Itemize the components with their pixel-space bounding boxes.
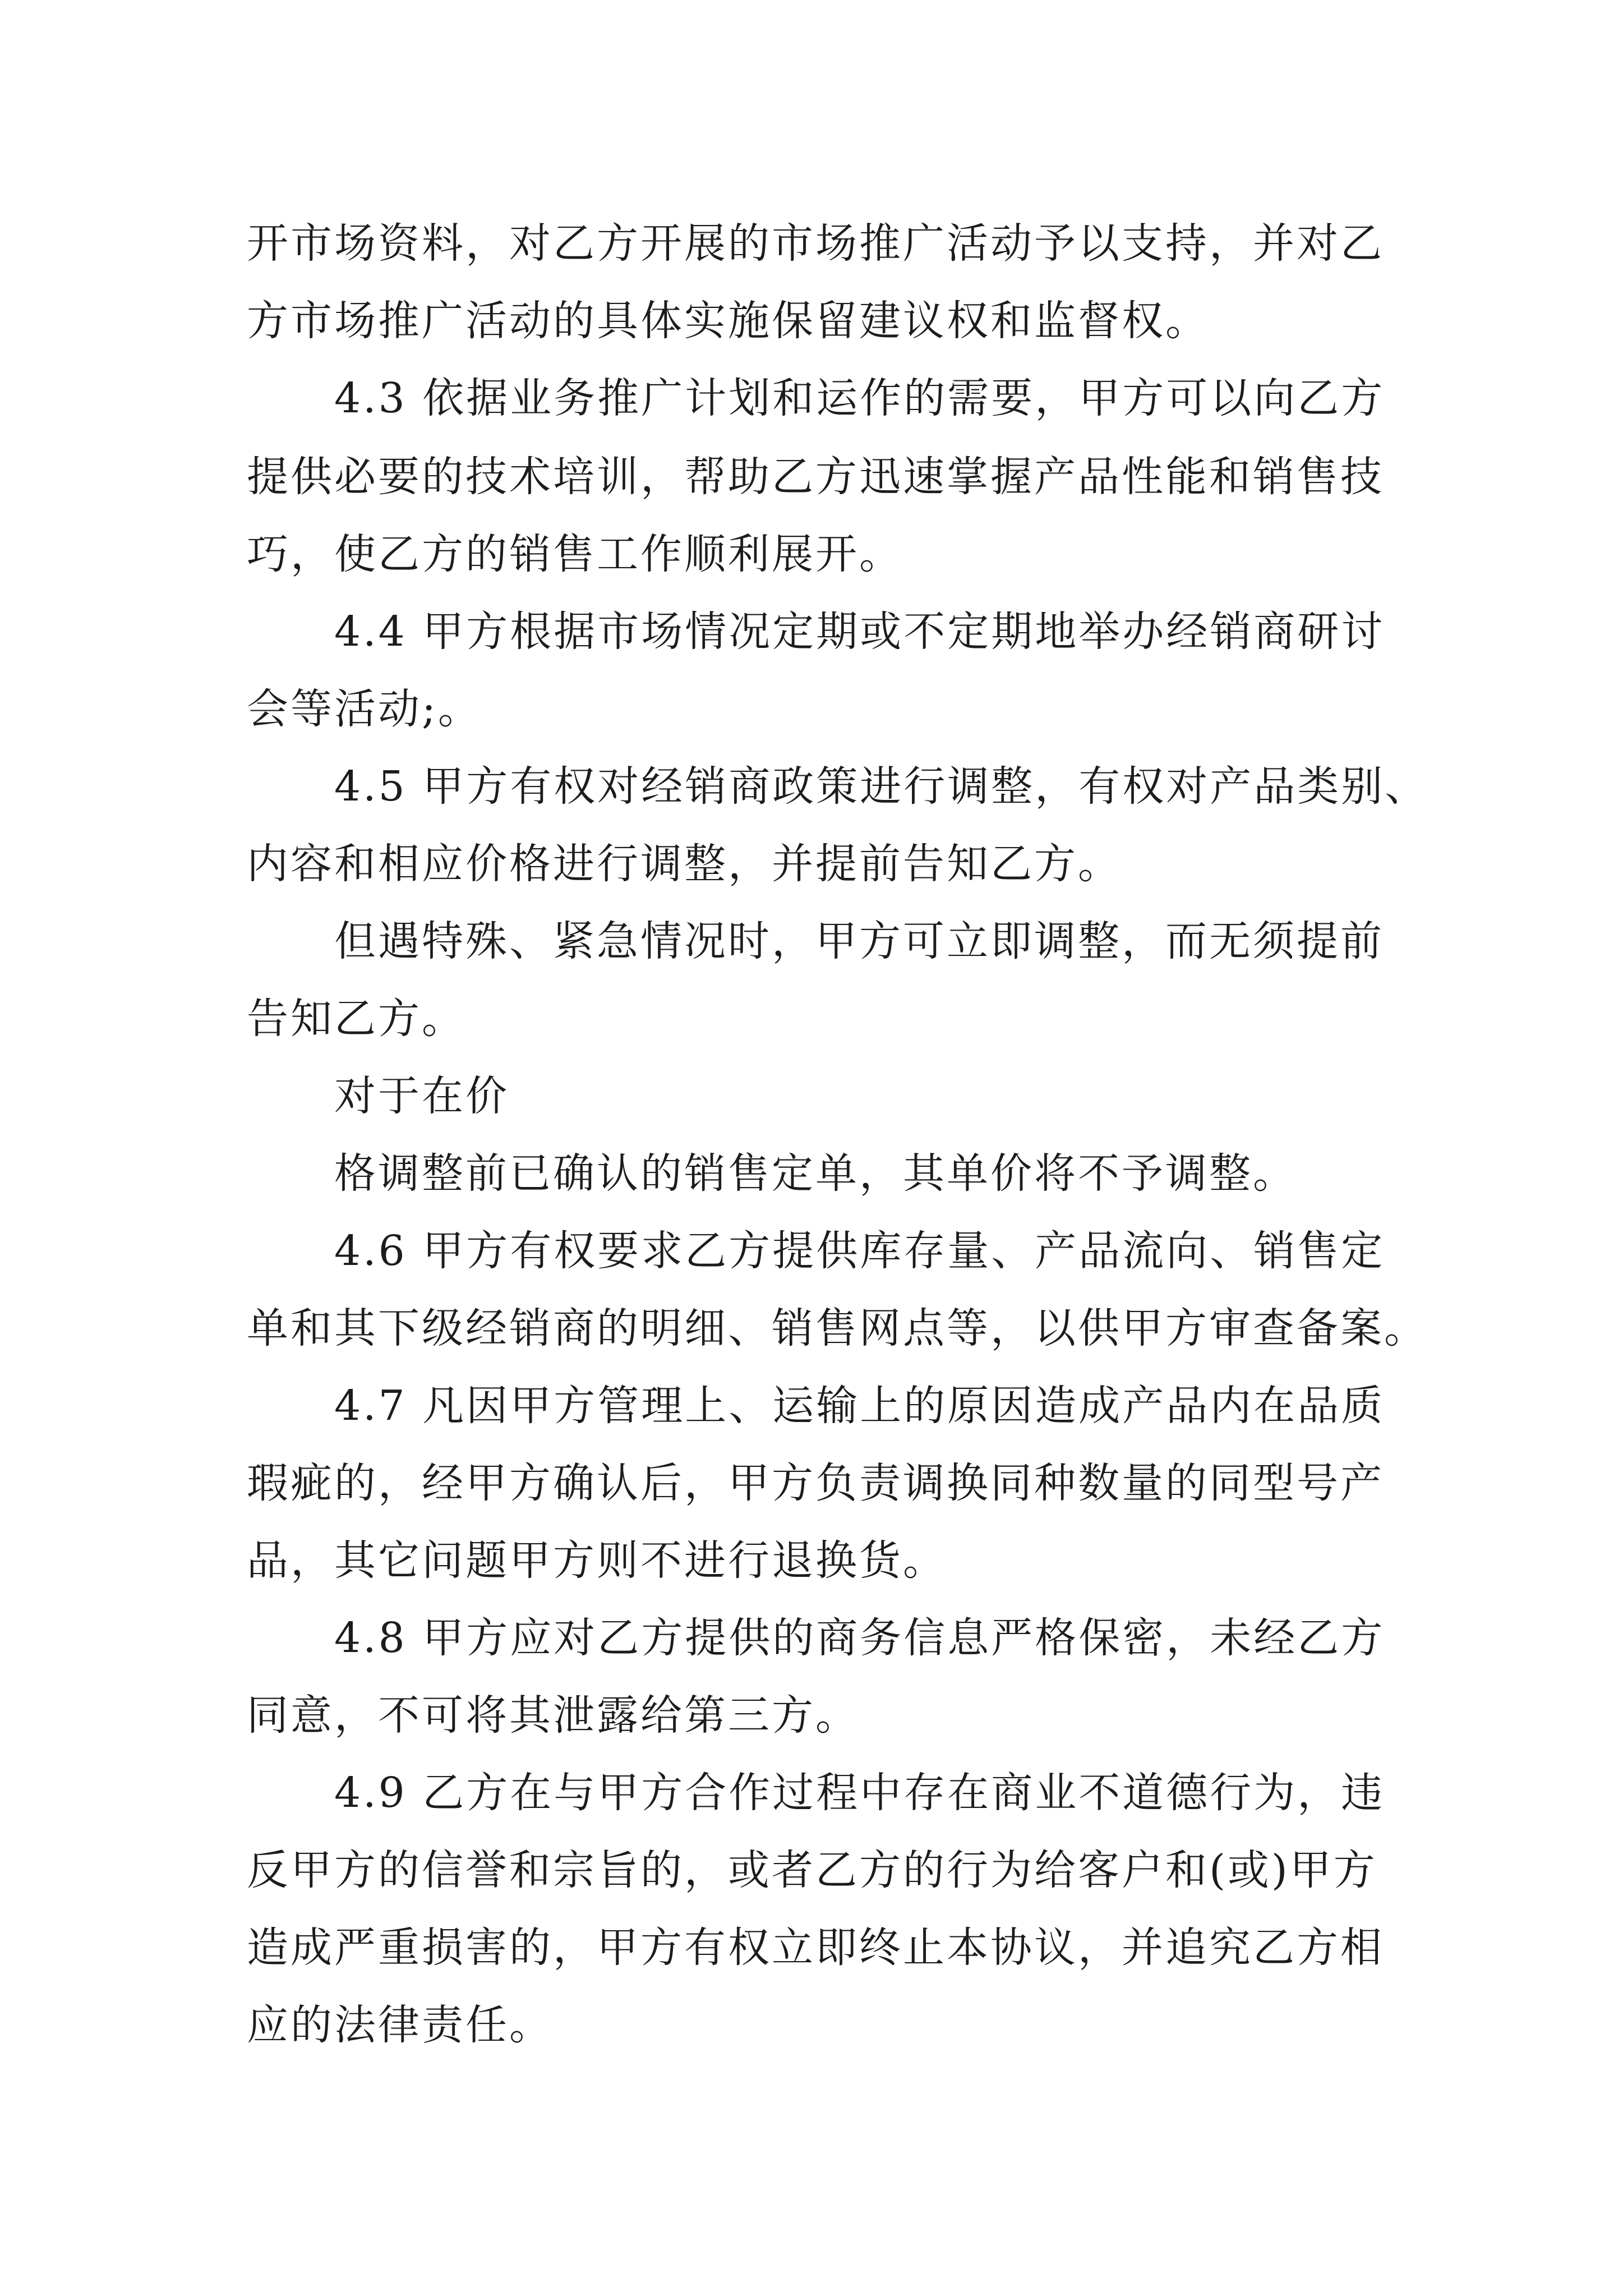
text-line: 瑕疵的，经甲方确认后，甲方负责调换同种数量的同型号产	[247, 1459, 1384, 1507]
text-line: 单和其下级经销商的明细、销售网点等，以供甲方审查备案。	[247, 1304, 1428, 1352]
text-line: 4.3 依据业务推广计划和运作的需要，甲方可以向乙方	[334, 374, 1385, 422]
text-line: 方市场推广活动的具体实施保留建议权和监督权。	[247, 297, 1209, 345]
text-line: 告知乙方。	[247, 995, 465, 1043]
text-line: 开市场资料，对乙方开展的市场推广活动予以支持，并对乙	[247, 219, 1384, 268]
text-line: 品，其它问题甲方则不进行退换货。	[247, 1536, 947, 1585]
text-line: 对于在价	[334, 1072, 509, 1120]
text-line: 4.5 甲方有权对经销商政策进行调整，有权对产品类别、	[334, 762, 1429, 811]
text-line: 4.7 凡因甲方管理上、运输上的原因造成产品内在品质	[334, 1382, 1385, 1430]
text-line: 反甲方的信誉和宗旨的，或者乙方的行为给客户和(或)甲方	[247, 1846, 1377, 1894]
text-line: 格调整前已确认的销售定单，其单价将不予调整。	[334, 1149, 1297, 1198]
text-line: 提供必要的技术培训，帮助乙方迅速掌握产品性能和销售技	[247, 453, 1384, 501]
text-line: 4.6 甲方有权要求乙方提供库存量、产品流向、销售定	[334, 1227, 1385, 1275]
text-line: 4.4 甲方根据市场情况定期或不定期地举办经销商研讨	[334, 608, 1385, 656]
text-line: 会等活动;。	[247, 685, 482, 733]
text-line: 内容和相应价格进行调整，并提前告知乙方。	[247, 840, 1122, 888]
text-line: 同意，不可将其泄露给第三方。	[247, 1691, 859, 1740]
text-line: 造成严重损害的，甲方有权立即终止本协议，并追究乙方相	[247, 1924, 1384, 1972]
text-line: 但遇特殊、紧急情况时，甲方可立即调整，而无须提前	[334, 917, 1384, 965]
text-line: 巧，使乙方的销售工作顺利展开。	[247, 530, 903, 578]
text-line: 4.8 甲方应对乙方提供的商务信息严格保密，未经乙方	[334, 1614, 1385, 1662]
text-line: 4.9 乙方在与甲方合作过程中存在商业不道德行为，违	[334, 1769, 1385, 1817]
text-line: 应的法律责任。	[247, 2001, 553, 2049]
